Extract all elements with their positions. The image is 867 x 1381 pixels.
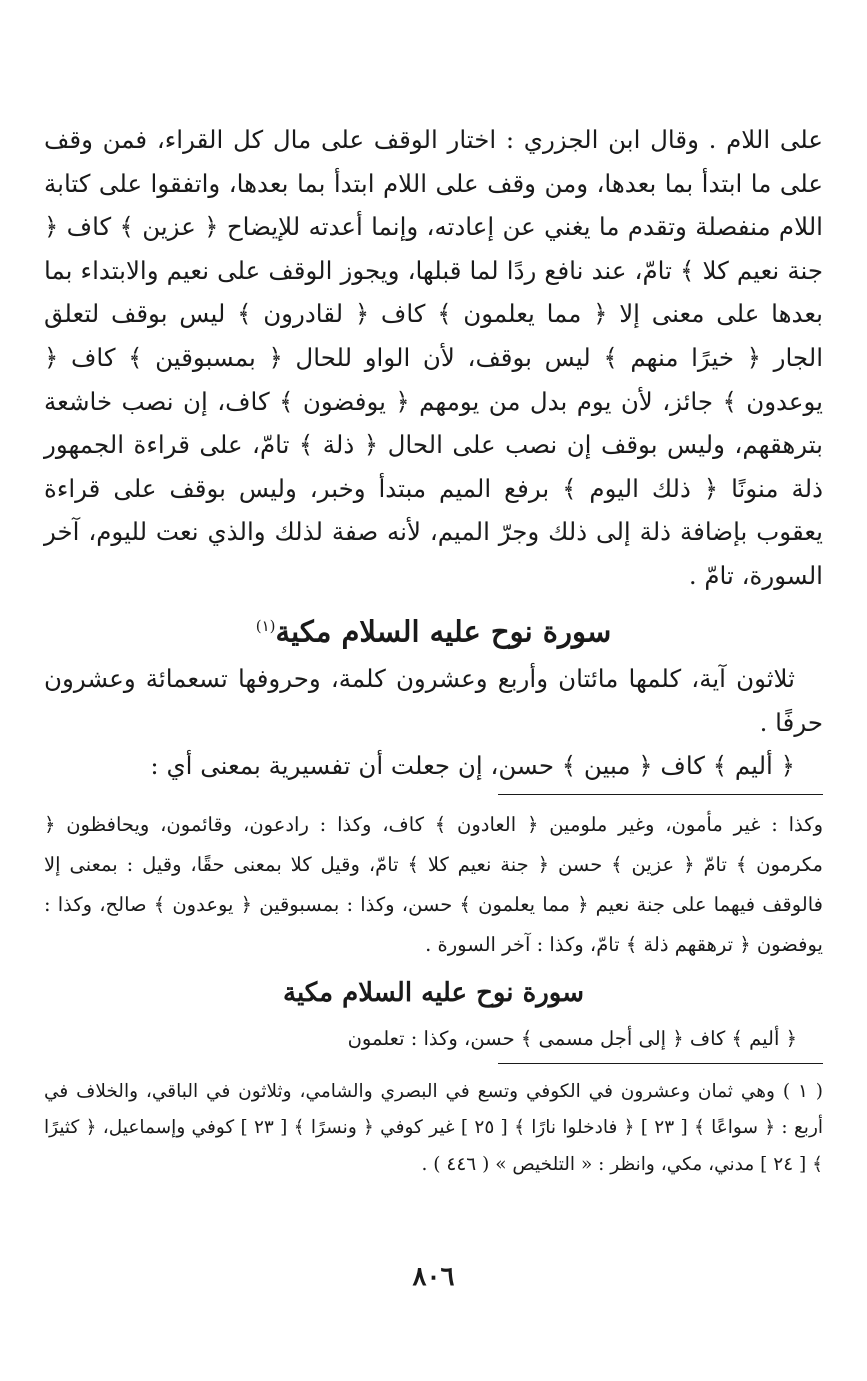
notes-surah-title: سورة نوح عليه السلام مكية (283, 977, 584, 1008)
notes-surah-text: ﴿ أليم ﴾ كاف ﴿ إلى أجل مسمى ﴾ حسن، وكذا : تعلمون (347, 1026, 797, 1050)
main-text (44, 118, 823, 788)
surah-text: ﴿ أليم ﴾ كاف ﴿ مبين ﴾ حسن، إن جعلت أن تفسيرية بمعنى أي : (150, 751, 795, 781)
footnote-1: ( ١ ) وهي ثمان وعشرون في الكوفي وتسع في البصري والشامي، وثلاثون في الباقي، والخلاف في أربع : ﴿ سواعًا ﴾ [ ٢٣ ] ﴿ فادخلوا نارًا ﴾ [ ٢٥ ] غير كوفي ﴿ ونسرًا ﴾ [ ٢٣ ] كوفي وإسماعيل، ﴿ كثيرًا ﴾ [ ٢٤ ] مدني، مكي، وانظر : « التلخيص » ( ٤٤٦ ) . (44, 1080, 824, 1175)
main-paragraph: على اللام . وقال ابن الجزري : اختار الوقف على مال كل القراء، فمن وقف على ما ابتدأ بما بعدها، ومن وقف على اللام ابتدأ بما بعدها، واتفقوا على كتابة اللام منفصلة وتقدم ما يغني عن إعادته، وإنما أعدته للإيضاح ﴿ عزين ﴾ كاف ﴿ جنة نعيم كلا ﴾ تامّ، عند نافع ردًا لما قبلها، ويجوز الوقف على نعيم والابتداء بما بعدها على معنى إلا ﴿ مما يعلمون ﴾ كاف ﴿ لقادرون ﴾ ليس بوقف لتعلق الجار ﴿ خيرًا منهم ﴾ ليس بوقف، لأن الواو للحال ﴿ بمسبوقين ﴾ كاف ﴿ يوعدون ﴾ جائز، لأن يوم بدل من يومهم ﴿ يوفضون ﴾ كاف، إن نصب خاشعة بترهقهم، وليس بوقف إن نصب على الحال ﴿ ذلة ﴾ تامّ، على قراءة الجمهور ذلة منونًا ﴿ ذلك اليوم ﴾ برفع الميم مبتدأ وخبر، وليس بوقف على قراءة يعقوب بإضافة ذلة إلى ذلك وجرّ الميم، لأنه صفة لذلك والذي نعت لليوم، آخر السورة، تامّ . (44, 125, 824, 590)
surah-intro: ثلاثون آية، كلمها مائتان وأربع وعشرون كلمة، وحروفها تسعمائة وعشرون حرفًا . (44, 664, 823, 737)
footnote-reference: (١) (255, 616, 276, 635)
notes-separator (498, 794, 823, 795)
footnotes-section (44, 1074, 823, 1184)
notes-section (44, 805, 823, 1059)
surah-title-text: سورة نوح عليه السلام مكية (275, 614, 612, 649)
notes-paragraph: وكذا : غير مأمون، وغير ملومين ﴿ العادون ﴾ كاف، وكذا : رادعون، وقائمون، ويحافظون ﴿ مكرمون ﴾ تامّ ﴿ عزين ﴾ حسن ﴿ جنة نعيم كلا ﴾ تامّ، وقيل كلا بمعنى حقًا، وقيل : بمعنى إلا فالوقف فيهما على جنة نعيم ﴿ مما يعلمون ﴾ حسن، وكذا : بمسبوقين ﴿ يوعدون ﴾ صالح، وكذا : يوفضون ﴿ ترهقهم ذلة ﴾ تامّ، وكذا : آخر السورة . (44, 812, 823, 956)
footnote-separator (498, 1063, 823, 1064)
surah-title (44, 600, 823, 658)
page-number: ٨٠٦ (412, 1262, 455, 1292)
